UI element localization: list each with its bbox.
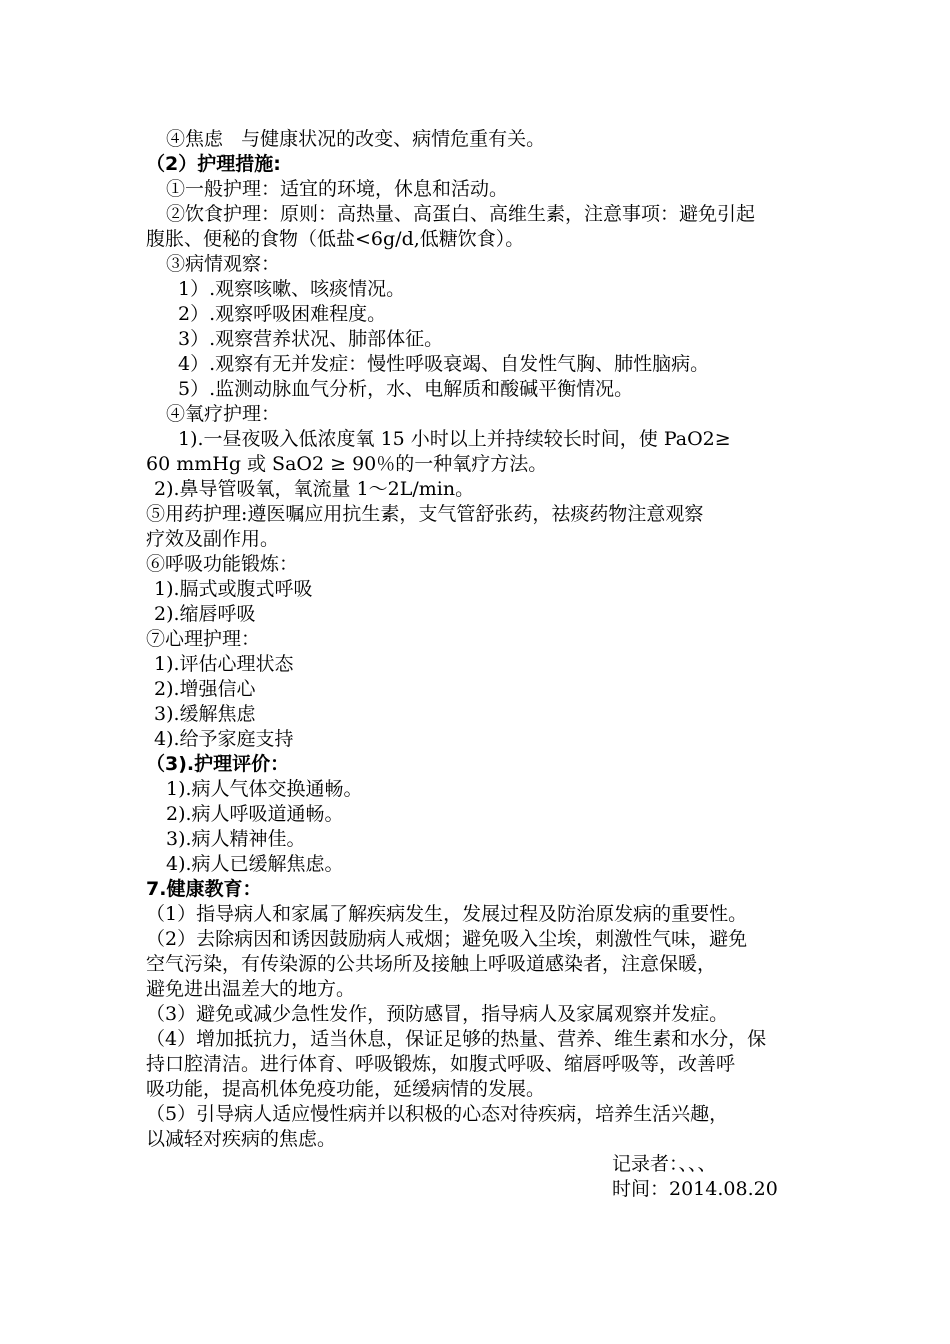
section-heading: 7.健康教育： xyxy=(146,878,262,900)
text-line: ①一般护理：适宜的环境，休息和活动。 xyxy=(166,178,509,200)
text-line: ④焦虑 与健康状况的改变、病情危重有关。 xyxy=(166,128,546,150)
text-line: （4）增加抵抗力，适当休息，保证足够的热量、营养、维生素和水分，保 xyxy=(146,1028,767,1050)
recorder-line: 记录者：、、、 xyxy=(612,1153,717,1175)
text-line: 4).给予家庭支持 xyxy=(154,728,294,750)
text-line: 1）.观察咳嗽、咳痰情况。 xyxy=(178,278,406,300)
text-line: 空气污染，有传染源的公共场所及接触上呼吸道感染者，注意保暖， xyxy=(146,953,717,975)
text-line: 疗效及副作用。 xyxy=(146,528,280,550)
text-line: （5）引导病人适应慢性病并以积极的心态对待疾病，培养生活兴趣， xyxy=(146,1103,729,1125)
text-line: 2).增强信心 xyxy=(154,678,256,700)
text-line: （2）去除病因和诱因鼓励病人戒烟；避免吸入尘埃，刺激性气味，避免 xyxy=(146,928,748,950)
text-line: 避免进出温差大的地方。 xyxy=(146,978,356,1000)
text-line: 5）.监测动脉血气分析，水、电解质和酸碱平衡情况。 xyxy=(178,378,634,400)
text-line: ④氧疗护理： xyxy=(166,403,281,425)
text-line: 1).一昼夜吸入低浓度氧 15 小时以上并持续较长时间，使 PaO2≥ xyxy=(178,428,731,450)
section-heading: （2）护理措施: xyxy=(146,153,281,175)
text-line: 4）.观察有无并发症：慢性呼吸衰竭、自发性气胸、肺性脑病。 xyxy=(178,353,710,375)
text-line: 2).鼻导管吸氧，氧流量 1～2L/min。 xyxy=(154,478,475,500)
text-line: 1).膈式或腹式呼吸 xyxy=(154,578,313,600)
text-line: ⑥呼吸功能锻炼： xyxy=(146,553,299,575)
text-line: ③病情观察： xyxy=(166,253,281,275)
text-line: 2）.观察呼吸困难程度。 xyxy=(178,303,387,325)
text-line: 3）.观察营养状况、肺部体征。 xyxy=(178,328,444,350)
text-line: 60 mmHg 或 SaO2 ≥ 90％的一种氧疗方法。 xyxy=(146,453,548,475)
text-line: 吸功能，提高机体免疫功能，延缓病情的发展。 xyxy=(146,1078,546,1100)
text-line: 持口腔清洁。进行体育、呼吸锻炼，如腹式呼吸、缩唇呼吸等，改善呼 xyxy=(146,1053,736,1075)
text-line: 4).病人已缓解焦虑。 xyxy=(166,853,344,875)
text-line: （3）避免或减少急性发作，预防感冒，指导病人及家属观察并发症。 xyxy=(146,1003,729,1025)
text-line: （1）指导病人和家属了解疾病发生，发展过程及防治原发病的重要性。 xyxy=(146,903,748,925)
text-line: 1).评估心理状态 xyxy=(154,653,294,675)
text-line: ②饮食护理：原则：高热量、高蛋白、高维生素，注意事项：避免引起 xyxy=(166,203,756,225)
text-line: ⑦心理护理： xyxy=(146,628,261,650)
text-line: 1).病人气体交换通畅。 xyxy=(166,778,363,800)
text-line: 以减轻对疾病的焦虑。 xyxy=(146,1128,337,1150)
text-line: 腹胀、便秘的食物（低盐<6g/d,低糖饮食）。 xyxy=(146,228,525,250)
text-line: 3).缓解焦虑 xyxy=(154,703,256,725)
date-line: 时间：2014.08.20 xyxy=(612,1178,778,1200)
text-line: ⑤用药护理:遵医嘱应用抗生素，支气管舒张药，祛痰药物注意观察 xyxy=(146,503,704,525)
text-line: 2).缩唇呼吸 xyxy=(154,603,256,625)
section-heading: （3).护理评价： xyxy=(146,753,290,775)
text-line: 2).病人呼吸道通畅。 xyxy=(166,803,344,825)
text-line: 3).病人精神佳。 xyxy=(166,828,306,850)
